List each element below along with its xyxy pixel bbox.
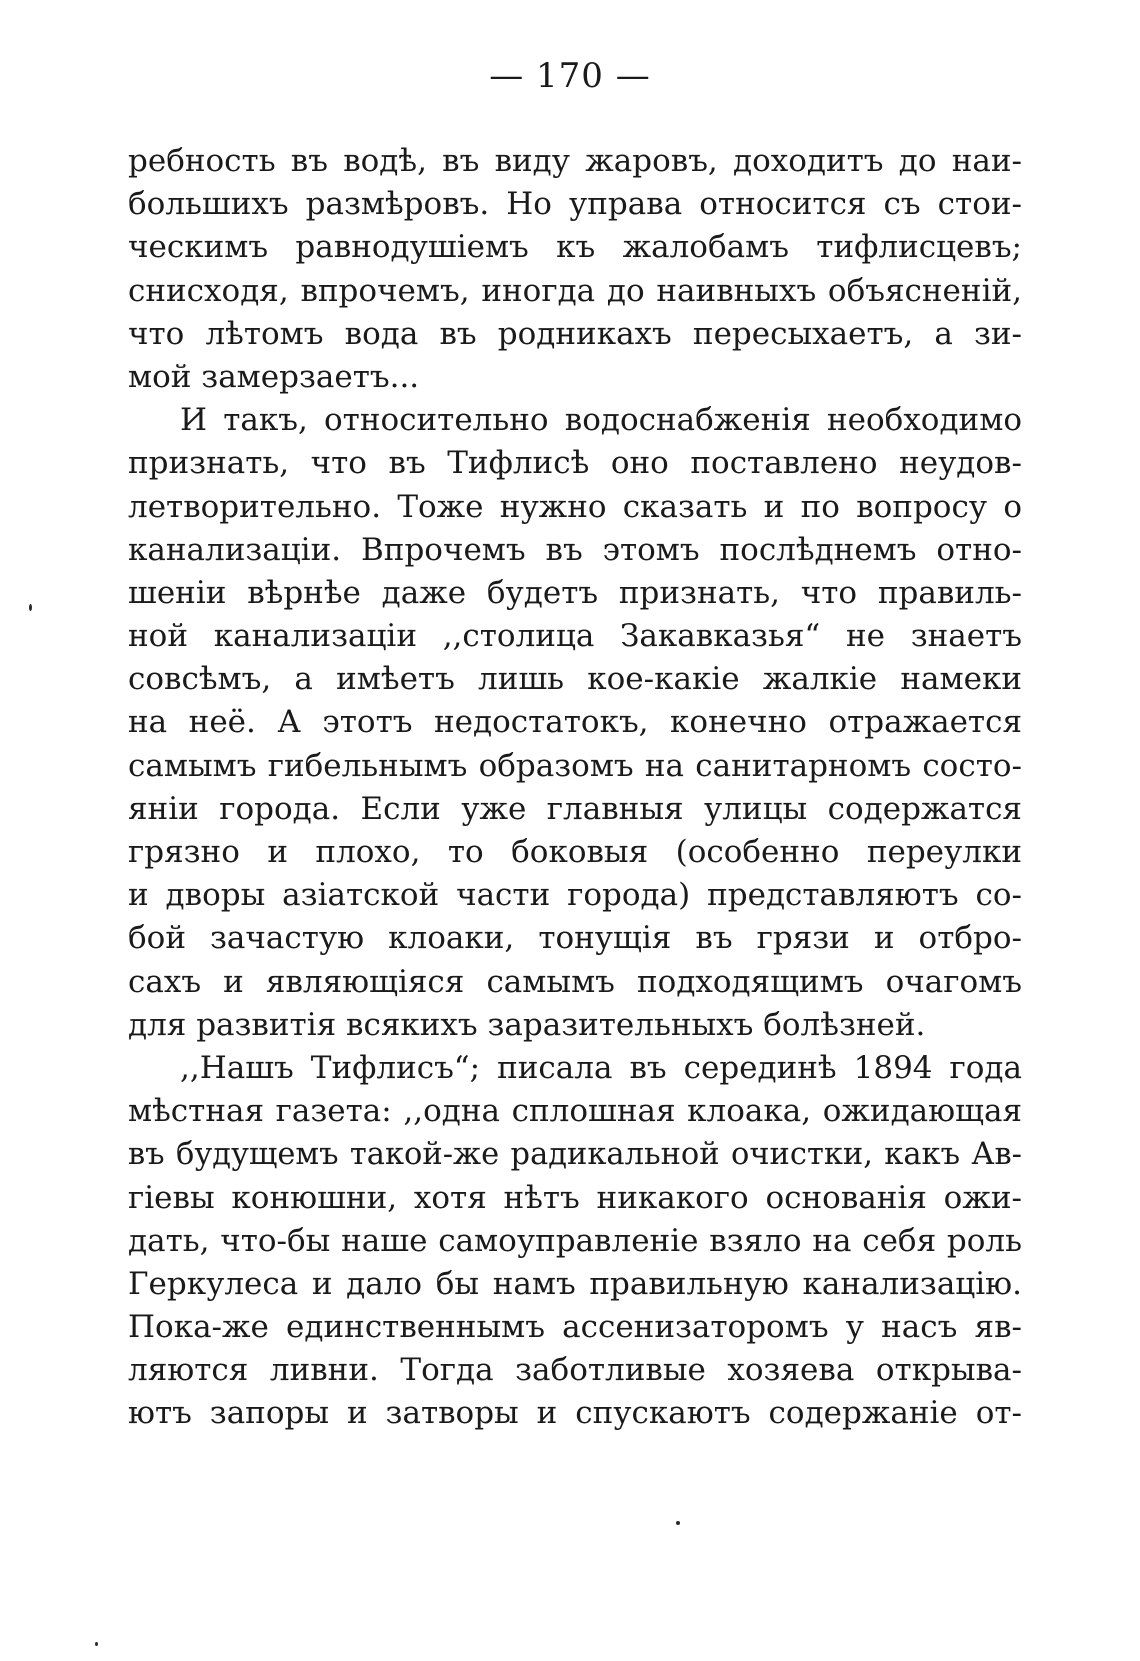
- text-line: самымъ гибельнымъ образомъ на санитарномъ состо-: [128, 747, 1022, 784]
- text-line: совсѣмъ, а имѣетъ лишь кое-какіе жалкіе намеки: [128, 661, 1022, 698]
- scan-speck: [95, 1642, 98, 1646]
- body-text: [128, 140, 1022, 1436]
- text-line: мѣстная газета: ,,одна сплошная клоака, ожидающая: [128, 1093, 1022, 1130]
- text-line: ютъ запоры и затворы и спускаютъ содержаніе от-: [128, 1395, 1022, 1432]
- text-line: признать, что въ Тифлисѣ оно поставлено неудов-: [128, 445, 1022, 482]
- scan-speck: [29, 604, 32, 611]
- text-line: и дворы азіатской части города) представляютъ со-: [128, 877, 1022, 914]
- text-line: летворительно. Тоже нужно сказать и по вопросу о: [128, 488, 1022, 525]
- text-line: что лѣтомъ вода въ родникахъ пересыхаетъ, а зи-: [128, 315, 1022, 352]
- text-line: на неё. А этотъ недостатокъ, конечно отражается: [128, 704, 1022, 741]
- text-line: бой зачастую клоаки, тонущія въ грязи и отбро-: [128, 920, 1022, 957]
- text-line: сахъ и являющіяся самымъ подходящимъ очагомъ: [128, 963, 1022, 1000]
- text-line: гіевы конюшни, хотя нѣтъ никакого основанія ожи-: [128, 1179, 1022, 1216]
- text-line: большихъ размѣровъ. Но управа относится съ стои-: [128, 186, 1022, 223]
- text-line: дать, что-бы наше самоуправленіе взяло на себя роль: [128, 1222, 1022, 1259]
- text-line: для развитія всякихъ заразительныхъ болѣзней.: [128, 1006, 926, 1043]
- text-line: грязно и плохо, то боковыя (особенно переулки: [128, 834, 1022, 870]
- text-line: канализаціи. Впрочемъ въ этомъ послѣднемъ отно-: [128, 531, 1022, 568]
- text-line: Геркулеса и дало бы намъ правильную канализацію.: [128, 1265, 1022, 1302]
- text-line: ляются ливни. Тогда заботливые хозяева открыва-: [128, 1352, 1022, 1389]
- text-line: И такъ, относительно водоснабженія необходимо: [180, 402, 1022, 439]
- text-line: снисходя, впрочемъ, иногда до наивныхъ объясненій,: [128, 272, 1022, 309]
- page-number: — 170 —: [489, 56, 651, 96]
- text-line: ребность въ водѣ, въ виду жаровъ, доходитъ до наи-: [128, 143, 1022, 179]
- scan-speck: [676, 1521, 680, 1525]
- text-line: шеніи вѣрнѣе даже будетъ признать, что правиль-: [128, 574, 1022, 611]
- text-line: ,,Нашъ Тифлисъ“; писала въ серединѣ 1894 года: [180, 1049, 1022, 1086]
- text-line: Пока-же единственнымъ ассенизаторомъ у насъ яв-: [128, 1309, 1022, 1346]
- text-line: ной канализаціи ,,столица Закавказья“ не знаетъ: [128, 618, 1022, 655]
- text-line: мой замерзаетъ...: [128, 358, 420, 395]
- text-line: въ будущемъ такой-же радикальной очистки, какъ Ав-: [128, 1137, 1022, 1173]
- text-line: ческимъ равнодушіемъ къ жалобамъ тифлисцевъ;: [128, 229, 1022, 266]
- text-line: яніи города. Если уже главныя улицы содержатся: [128, 790, 1022, 827]
